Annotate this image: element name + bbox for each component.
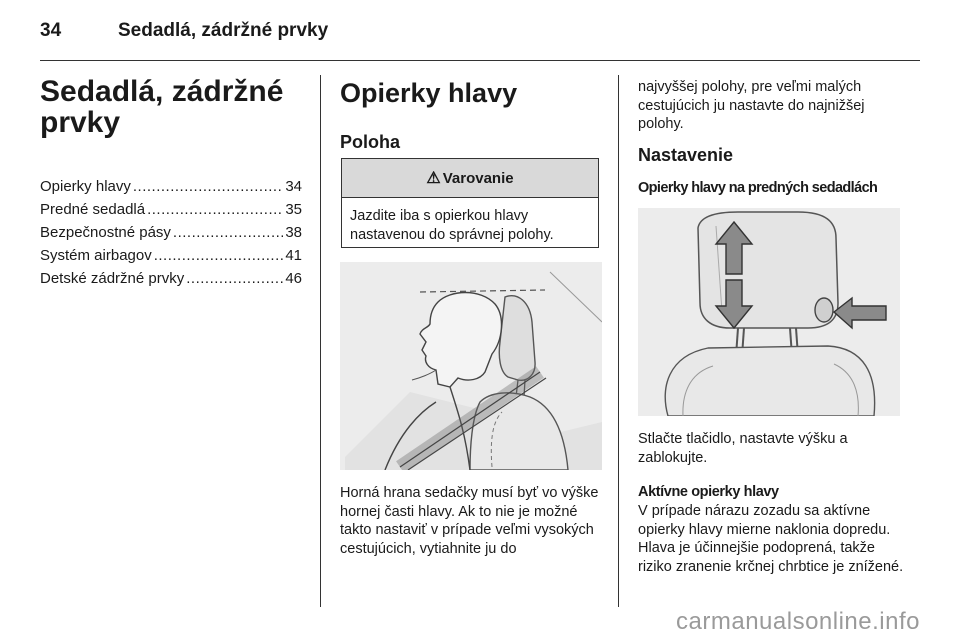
- header-rule: [40, 60, 920, 61]
- active-headrest-subtitle: Aktívne opierky hlavy: [638, 484, 779, 500]
- toc-leader: [147, 201, 283, 218]
- toc-label: Bezpečnostné pásy: [40, 224, 171, 241]
- paragraph-adjust: Stlačte tlačidlo, nastavte výšku a zablokujte.: [638, 431, 848, 466]
- toc-label: Systém airbagov: [40, 247, 152, 264]
- toc-label: Predné sedadlá: [40, 201, 146, 218]
- toc-leader: [154, 247, 284, 264]
- running-title: Sedadlá, zádržné prvky: [118, 20, 329, 41]
- warning-triangle-icon: ⚠: [426, 170, 441, 187]
- subsection-title-poloha: Poloha: [340, 132, 401, 152]
- paragraph-active-headrest: V prípade nárazu zozadu sa aktívne opierky hlavy mierne naklonia dopredu. Hlava je účinnejšie podoprená, takže riziko zranenie krčnej chrbtice je znížené.: [638, 503, 904, 575]
- toc-item[interactable]: [40, 270, 302, 293]
- page-number: 34: [40, 20, 62, 41]
- paragraph-position-continued: najvyššej polohy, pre veľmi malých cestujúcich ju nastavte do najnižšej polohy.: [638, 79, 865, 132]
- subsection-title-adjust: Nastavenie: [638, 145, 734, 165]
- warning-box: [341, 158, 599, 248]
- warning-title: Varovanie: [442, 169, 514, 187]
- column-divider-left: [320, 75, 321, 607]
- toc-page: 41: [285, 247, 302, 264]
- toc-item[interactable]: [40, 247, 302, 270]
- toc-leader: [186, 270, 283, 287]
- toc-label: Opierky hlavy: [40, 178, 131, 195]
- headrest-position-illustration: [340, 262, 602, 470]
- toc-item[interactable]: [40, 201, 302, 224]
- headrest-adjust-illustration: [638, 208, 900, 416]
- column-divider-right: [618, 75, 619, 607]
- section-title: Opierky hlavy: [340, 78, 518, 108]
- toc-item[interactable]: [40, 178, 302, 201]
- toc-page: 34: [285, 178, 302, 195]
- toc-item[interactable]: [40, 224, 302, 247]
- watermark-text: carmanualsonline.info: [676, 608, 920, 635]
- toc-page: 38: [285, 224, 302, 241]
- warning-text: Jazdite iba s opierkou hlavy nastavenou do správnej polohy.: [350, 208, 554, 243]
- toc-leader: [173, 224, 283, 241]
- toc-leader: [133, 178, 283, 195]
- toc-page: 46: [285, 270, 302, 287]
- warning-header: [342, 159, 598, 198]
- toc-label: Detské zádržné prvky: [40, 270, 185, 287]
- chapter-toc: [40, 178, 302, 293]
- chapter-title: Sedadlá, zádržné prvky: [40, 75, 284, 139]
- paragraph-position: Horná hrana sedačky musí byť vo výške hornej časti hlavy. Ak to nie je možné takto nastaviť v prípade veľmi vysokých cestujúcich, vytiahnite ju do: [340, 485, 599, 557]
- front-headrest-subtitle: Opierky hlavy na predných sedadlách: [638, 180, 878, 196]
- toc-page: 35: [285, 201, 302, 218]
